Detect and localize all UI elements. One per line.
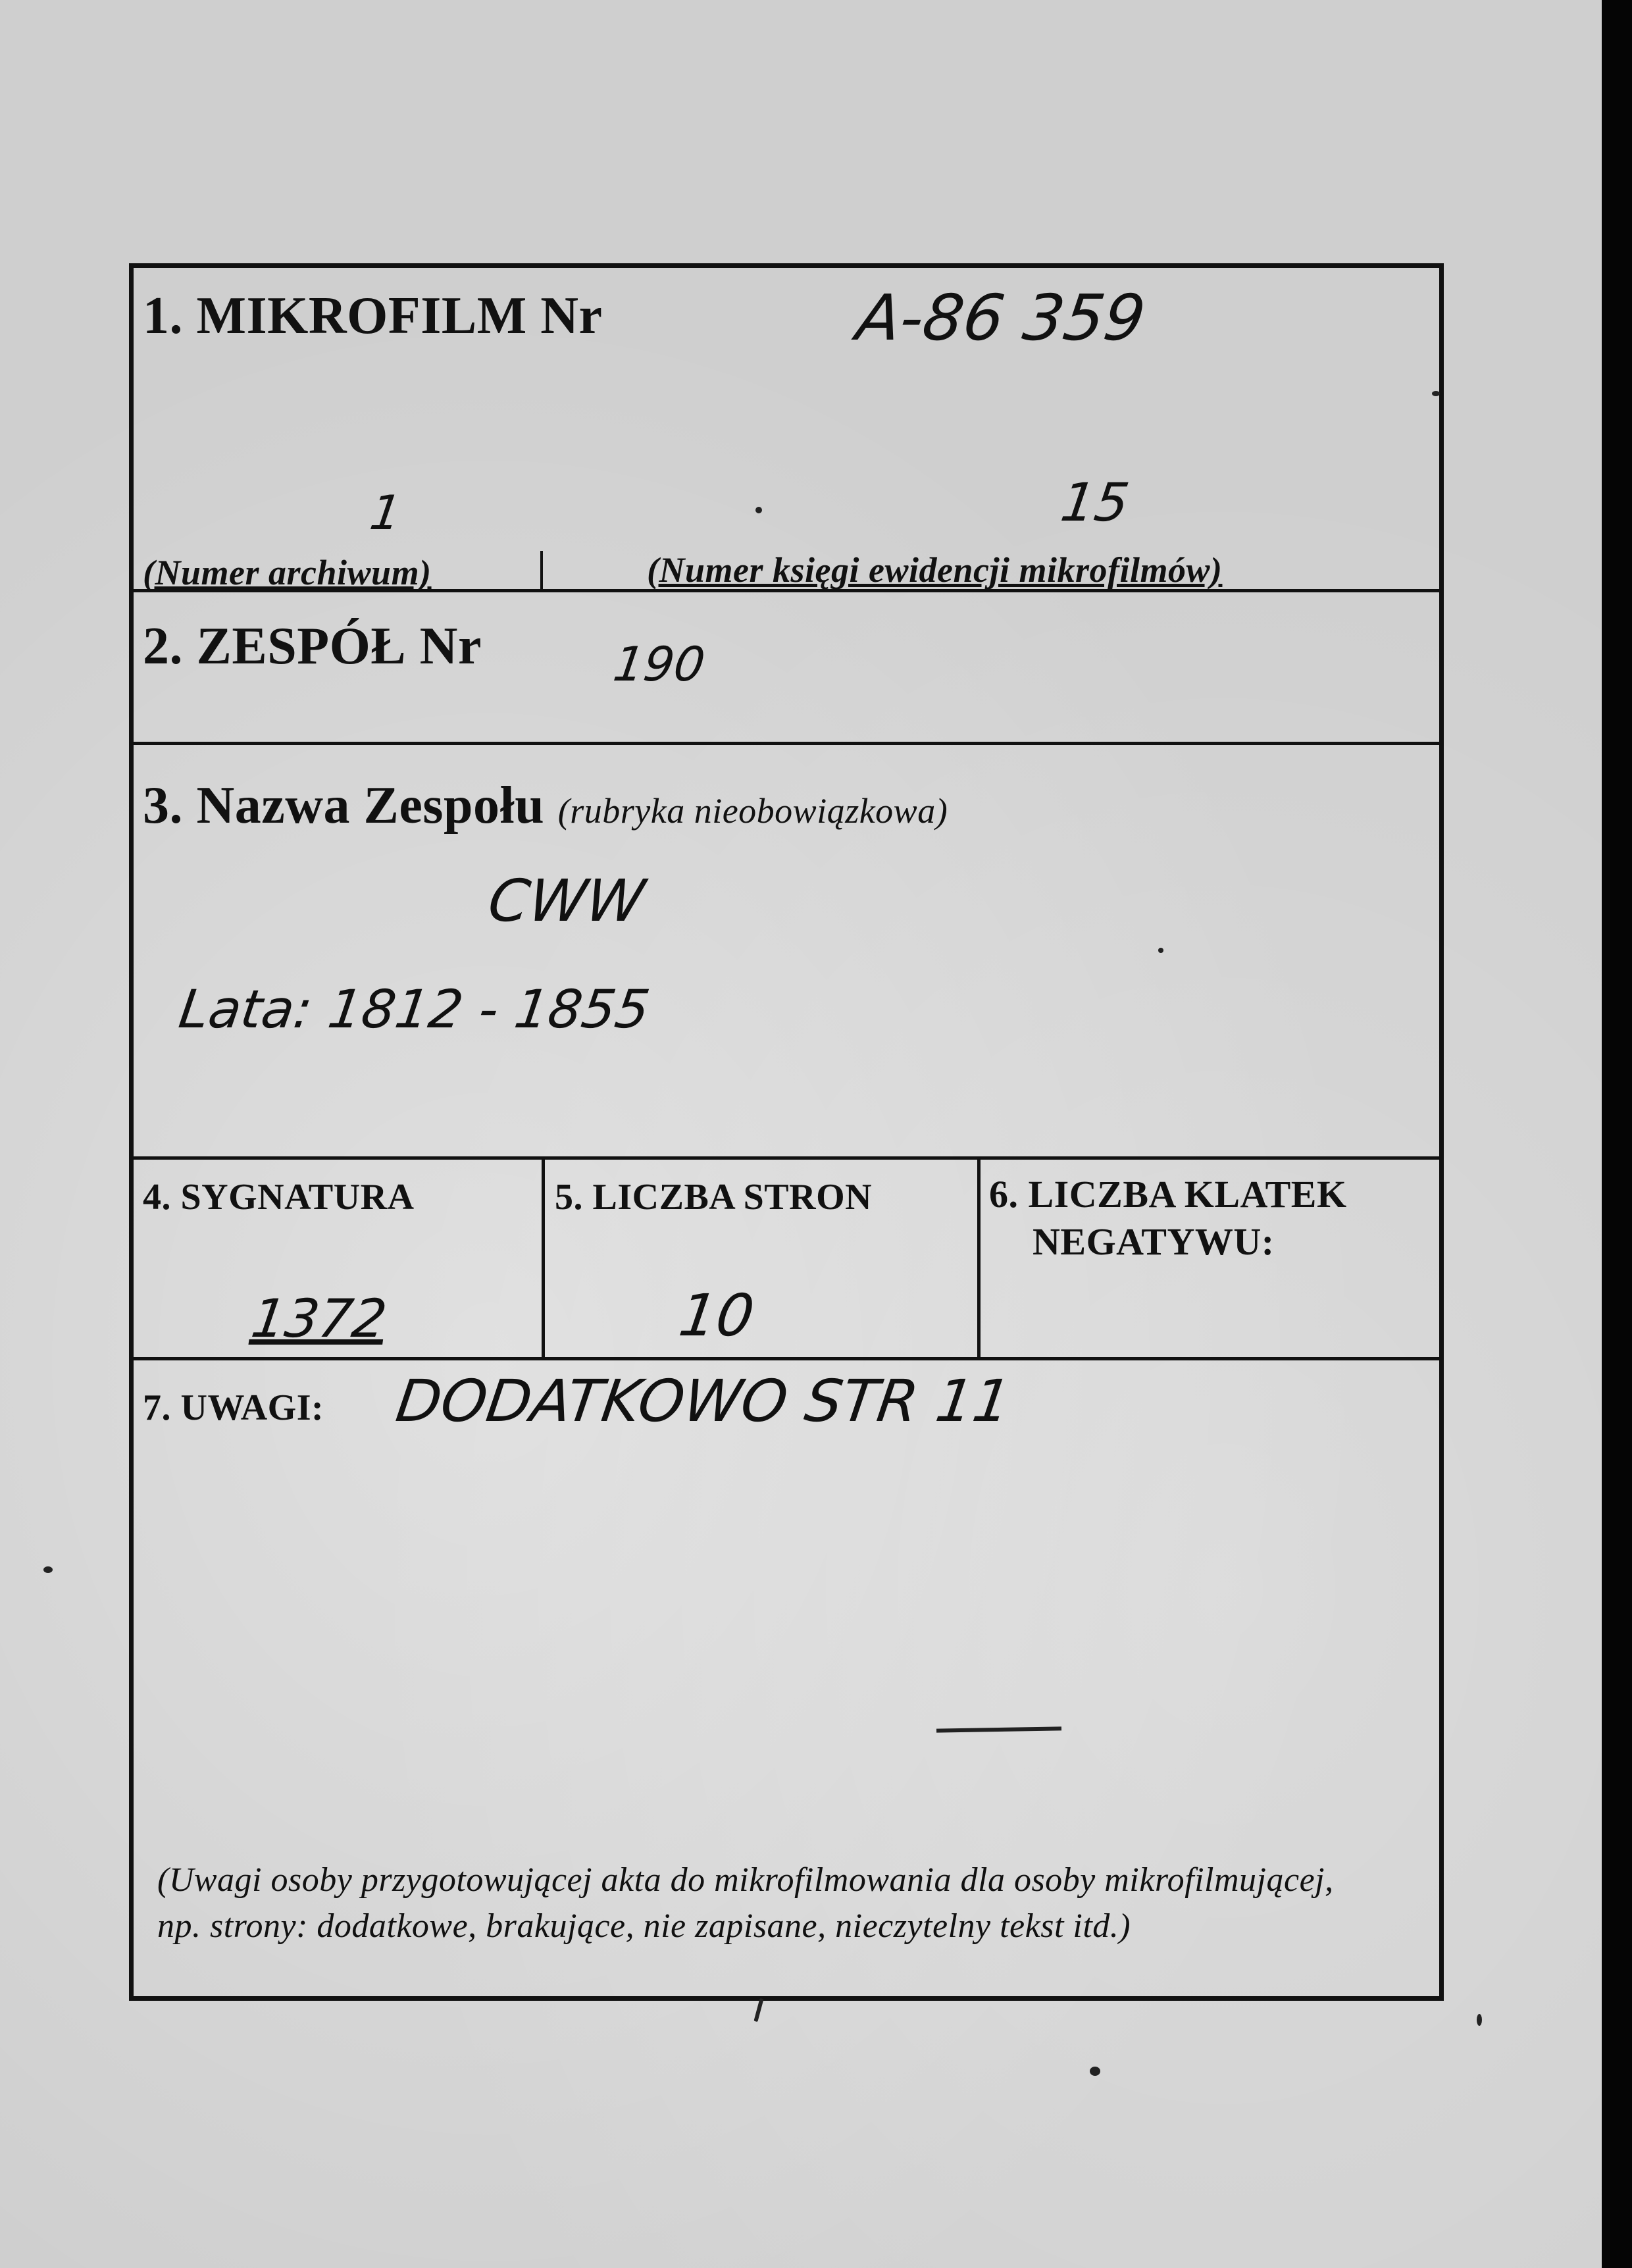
archive-number-value: 1 <box>367 485 405 540</box>
microfilm-form <box>129 263 1444 2001</box>
divider-4-5 <box>542 1156 545 1357</box>
section-1-label: 1. MIKROFILM Nr <box>143 287 603 345</box>
scan-speck <box>1090 2067 1100 2076</box>
signature-value: 1372 <box>247 1288 391 1349</box>
archive-divider <box>540 551 543 589</box>
microfilm-number-value: A-86 359 <box>852 281 1150 355</box>
section-3-label <box>143 776 948 836</box>
scan-edge-shadow <box>1602 0 1632 2268</box>
register-number-label: (Numer księgi ewidencji mikrofilmów) <box>647 550 1223 590</box>
section-2-label: 2. ZESPÓŁ Nr <box>143 617 482 675</box>
section-6-label-line2: NEGATYWU: <box>1033 1220 1275 1263</box>
register-number-value: 15 <box>1057 472 1133 533</box>
section-3-title: 3. Nazwa Zespołu <box>143 777 545 835</box>
scan-speck <box>755 507 762 513</box>
archive-number-label: (Numer archiwum) <box>143 553 432 592</box>
pen-stroke <box>936 1726 1061 1732</box>
page-count-value: 10 <box>675 1281 759 1349</box>
fonds-name-value: CWW <box>484 867 649 935</box>
remarks-value: DODATKOWO STR 11 <box>392 1367 1015 1435</box>
section-7-label: 7. UWAGI: <box>143 1387 324 1428</box>
rule-after-section-4-6 <box>134 1357 1439 1360</box>
scan-speck <box>1432 391 1440 396</box>
section-3-note: (rubryka nieobowiązkowa) <box>557 791 948 831</box>
section-6-label-line1: 6. LICZBA KLATEK <box>989 1173 1347 1216</box>
scan-speck <box>43 1566 53 1573</box>
divider-5-6 <box>977 1156 981 1357</box>
scan-speck <box>1477 2014 1482 2026</box>
rule-after-section-2 <box>134 742 1439 745</box>
section-4-label: 4. SYGNATURA <box>143 1177 415 1218</box>
remarks-footnote-line1: (Uwagi osoby przygotowującej akta do mikrofilmowania dla osoby mikrofilmującej, <box>157 1861 1334 1899</box>
section-5-label: 5. LICZBA STRON <box>555 1177 873 1218</box>
scan-speck <box>1158 948 1163 953</box>
rule-after-section-3 <box>134 1156 1439 1160</box>
fonds-years-value: Lata: 1812 - 1855 <box>175 979 653 1040</box>
scan-speck <box>753 1998 763 2022</box>
fonds-number-value: 190 <box>610 636 709 692</box>
remarks-footnote-line2: np. strony: dodatkowe, brakujące, nie zapisane, nieczytelny tekst itd.) <box>157 1907 1131 1945</box>
